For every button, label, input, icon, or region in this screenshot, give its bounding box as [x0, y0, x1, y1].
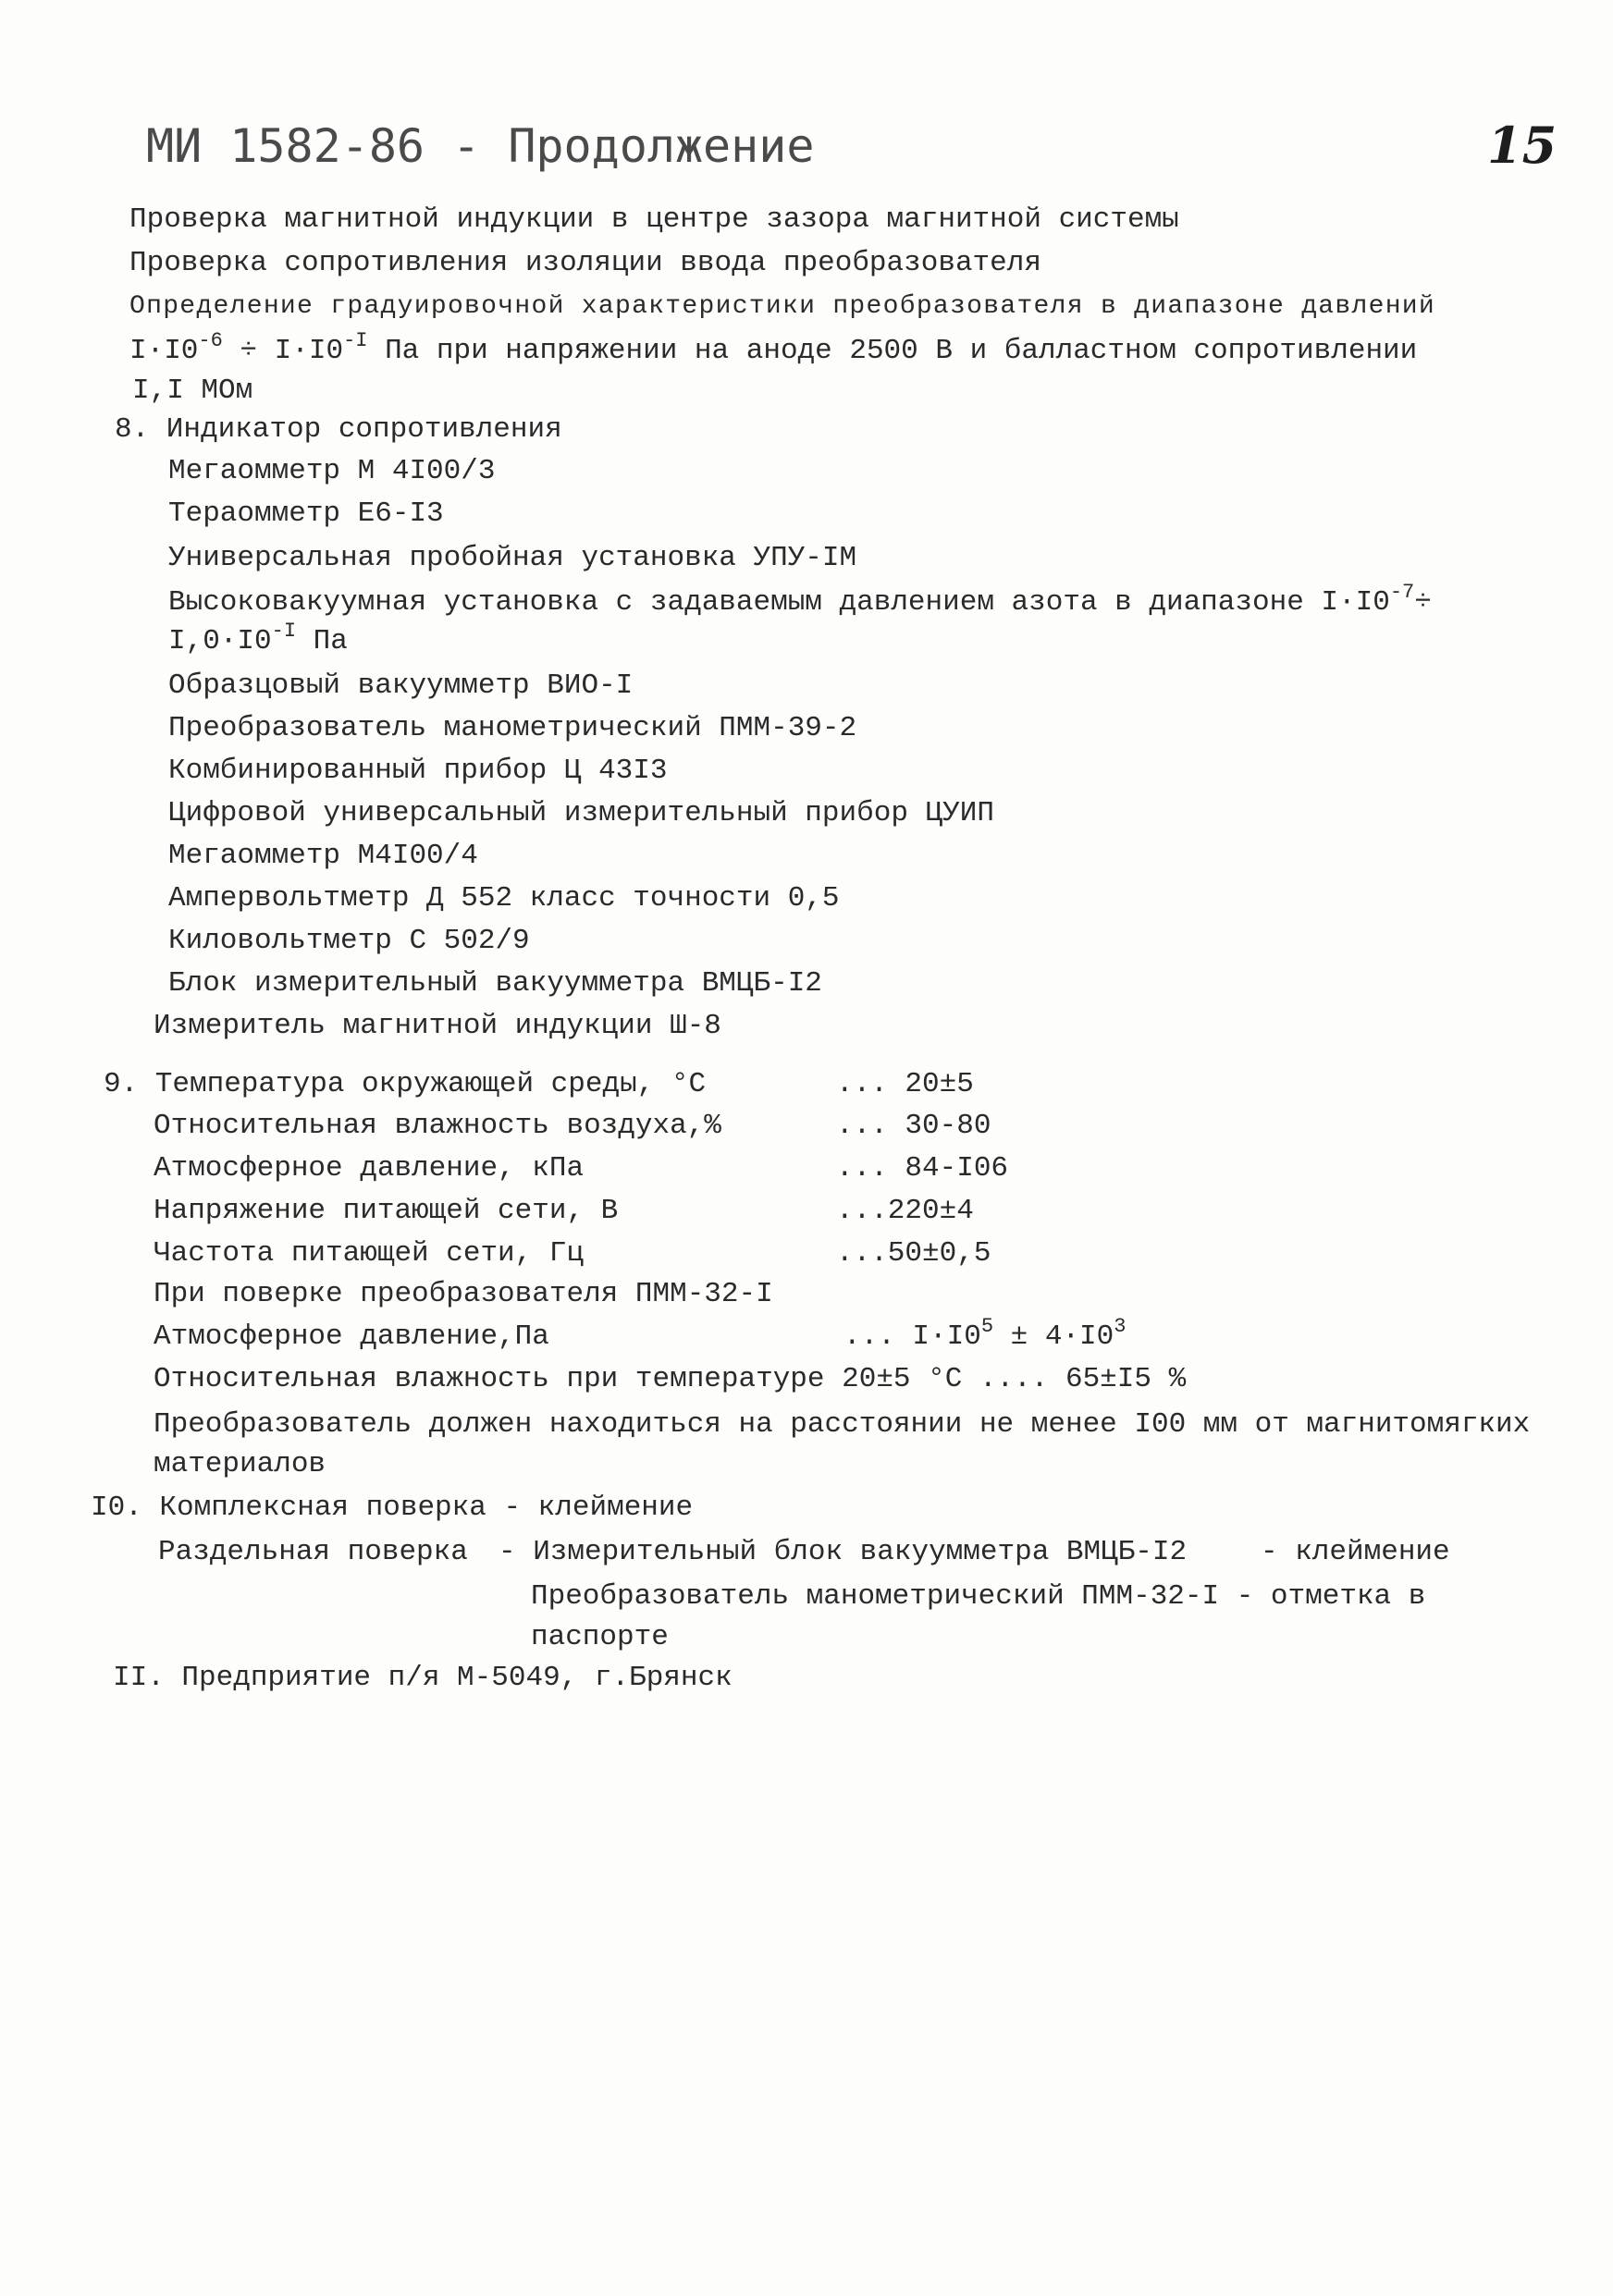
section-title: Индикатор сопротивления: [166, 413, 562, 446]
instrument-list-item: Универсальная пробойная установка УПУ-IМ: [168, 542, 857, 574]
condition-label: Атмосферное давление, кПа: [154, 1152, 585, 1185]
section-number: II.: [113, 1662, 165, 1694]
placement-note-line: материалов: [154, 1448, 326, 1480]
separate-verification-item: - Измерительный блок вакуумметра ВМЦБ-I2: [499, 1536, 1188, 1568]
instrument-list-item-vacuum-unit-cont: [168, 620, 348, 657]
condition-value: ... 84-I06: [836, 1152, 1009, 1185]
condition-value: ... 30-80: [836, 1110, 991, 1142]
intro-line-calibration: Определение градуировочной характеристики преобразователя в диапазоне давлений: [129, 292, 1436, 321]
text-segment: Па при напряжении на аноде 2500 В и балластном сопротивлении: [367, 335, 1418, 367]
condition-value: ... 20±5: [836, 1068, 974, 1100]
instrument-list-item: Тераомметр Е6-I3: [168, 497, 444, 530]
intro-line-insulation: Проверка сопротивления изоляции ввода преобразователя: [129, 247, 1041, 279]
section-number: 9.: [104, 1068, 139, 1100]
instrument-list-item: Измеритель магнитной индукции Ш-8: [154, 1010, 721, 1042]
condition-label: Относительная влажность воздуха,%: [154, 1110, 721, 1142]
separate-verification-mark: - клеймение: [1261, 1536, 1450, 1568]
placement-note-line: Преобразователь должен находиться на расстоянии не менее I00 мм от магнитомягких: [154, 1408, 1531, 1441]
condition-value: ...220±4: [836, 1195, 974, 1227]
instrument-list-item-vacuum-unit: [168, 581, 1432, 619]
condition-label: Частота питающей сети, Гц: [154, 1237, 585, 1270]
separate-verification-label: Раздельная поверка: [158, 1536, 468, 1568]
instrument-list-item: Цифровой универсальный измерительный прибор ЦУИП: [168, 797, 994, 829]
text-segment: I,0·I0: [168, 625, 272, 657]
exponent: -6: [198, 329, 223, 352]
exponent: 5: [980, 1315, 994, 1338]
condition-label: Температура окружающей среды, °С: [154, 1068, 707, 1100]
intro-line-resistance-value: I,I МОм: [132, 374, 253, 407]
exponent: -I: [343, 329, 368, 352]
condition-value: ...50±0,5: [836, 1237, 991, 1270]
exponent: -7: [1389, 581, 1415, 604]
text-segment: Па: [296, 625, 348, 657]
text-segment: Высоковакуумная установка с задаваемым давлением азота в диапазоне I·I0: [168, 586, 1390, 619]
instrument-list-item: Мегаомметр М4I00/4: [168, 840, 478, 872]
instrument-list-item: Блок измерительный вакуумметра ВМЦБ-I2: [168, 967, 822, 1000]
converter-pressure-value: [843, 1315, 1127, 1353]
separate-verification-item: Преобразователь манометрический ПММ-32-I - отметка в: [531, 1580, 1426, 1613]
text-segment: ± 4·I0: [993, 1320, 1114, 1353]
instrument-list-item: Образцовый вакуумметр ВИО-I: [168, 669, 634, 702]
converter-humidity-line: Относительная влажность при температуре 20±5 °С .... 65±I5 %: [154, 1363, 1187, 1395]
converter-pressure-label: Атмосферное давление,Па: [154, 1320, 549, 1353]
text-segment: ÷: [1414, 586, 1432, 619]
exponent: 3: [1114, 1315, 1127, 1338]
exponent: -I: [271, 620, 297, 643]
instrument-list-item: Преобразователь манометрический ПММ-39-2: [168, 712, 857, 744]
intro-line-magnetic-induction: Проверка магнитной индукции в центре зазора магнитной системы: [129, 203, 1179, 236]
text-segment: ÷ I·I0: [222, 335, 344, 367]
condition-label: Напряжение питающей сети, В: [154, 1195, 619, 1227]
converter-heading: При поверке преобразователя ПММ-32-I: [154, 1278, 773, 1310]
intro-line-pressure-range: [129, 329, 1418, 367]
separate-verification-item-cont: паспорте: [531, 1621, 669, 1653]
section-10-heading: [91, 1493, 693, 1523]
instrument-list-item: Комбинированный прибор Ц 43I3: [168, 755, 668, 787]
instrument-list-item: Мегаомметр М 4I00/3: [168, 455, 496, 487]
section-number: I0.: [91, 1492, 142, 1524]
document-header-title: МИ 1582-86 - Продолжение: [146, 119, 815, 173]
section-9-heading: [104, 1070, 706, 1099]
page-number: 15: [1487, 116, 1558, 175]
section-number: 8.: [115, 413, 150, 446]
text-segment: I·I0: [129, 335, 199, 367]
instrument-list-item: Киловольтметр С 502/9: [168, 925, 530, 957]
section-11-heading: [113, 1664, 733, 1693]
instrument-list-item: Ампервольтметр Д 552 класс точности 0,5: [168, 882, 840, 915]
text-segment: ... I·I0: [843, 1320, 981, 1353]
enterprise-text: Предприятие п/я М-5049, г.Брянск: [181, 1662, 733, 1694]
section-8-heading: [115, 415, 562, 445]
complex-verification-text: Комплексная поверка - клеймение: [159, 1492, 694, 1524]
